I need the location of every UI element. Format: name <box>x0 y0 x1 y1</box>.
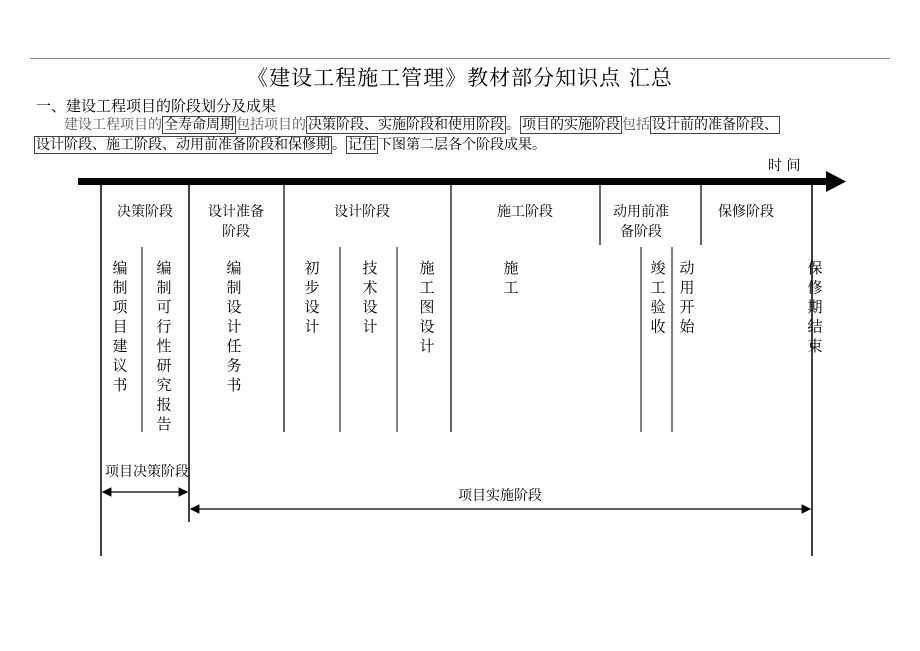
para-text-1: 建设工程项目的 <box>64 117 162 133</box>
para-text-4: 包括 <box>622 117 650 133</box>
output-preliminary-design: 初步设计 <box>304 259 320 336</box>
output-construction-drawings: 施工图设计 <box>419 259 435 355</box>
phase-construction-label: 施工阶段 <box>497 204 553 220</box>
page-title: 《建设工程施工管理》教材部分知识点 汇总 <box>247 66 673 90</box>
decision-stage-label: 项目决策阶段 <box>105 464 189 480</box>
phase-design-label: 设计阶段 <box>334 204 390 220</box>
time-label: 时 间 <box>768 158 801 174</box>
phase-predesign-label-2: 阶段 <box>222 224 250 240</box>
implementation-stage-label: 项目实施阶段 <box>458 488 542 504</box>
keyword-remember: 记住 <box>348 137 376 153</box>
output-construction: 施工 <box>503 259 519 297</box>
keyword-sub-stages: 设计阶段、施工阶段、动用前准备阶段和保修期 <box>36 137 330 153</box>
output-design-brief: 编制设计任务书 <box>226 259 242 394</box>
output-feasibility-report: 编制可行性研究报告 <box>156 259 172 433</box>
phase-preuse-label-1: 动用前准 <box>613 204 669 220</box>
output-start-use: 动用开始 <box>679 259 695 336</box>
output-project-proposal: 编制项目建议书 <box>112 259 128 394</box>
para-text-2: 包括项目的 <box>236 117 306 133</box>
keyword-three-stages: 决策阶段、实施阶段和使用阶段 <box>308 117 504 133</box>
output-labels <box>112 259 822 433</box>
output-completion-acceptance: 竣工验收 <box>650 259 666 336</box>
para-text-5: 。 <box>332 137 346 153</box>
section-heading: 一、建设工程项目的阶段划分及成果 <box>36 97 277 115</box>
phase-preuse-label-2: 备阶段 <box>620 224 662 240</box>
time-axis-arrowhead <box>826 171 846 192</box>
para-text-3: 。 <box>506 117 520 133</box>
keyword-pre-design: 设计前的准备阶段、 <box>652 117 778 133</box>
keyword-lifecycle: 全寿命周期 <box>164 117 234 133</box>
keyword-implementation: 项目的实施阶段 <box>522 117 620 133</box>
phase-decision-label: 决策阶段 <box>117 204 173 220</box>
phase-warranty-label: 保修阶段 <box>718 204 774 220</box>
output-warranty-end: 保修期结束 <box>807 259 823 355</box>
phase-predesign-label-1: 设计准备 <box>208 204 264 220</box>
para-text-6: 下图第二层各个阶段成果。 <box>378 137 546 153</box>
time-axis-bar <box>78 178 830 185</box>
output-technical-design: 技术设计 <box>362 259 378 336</box>
